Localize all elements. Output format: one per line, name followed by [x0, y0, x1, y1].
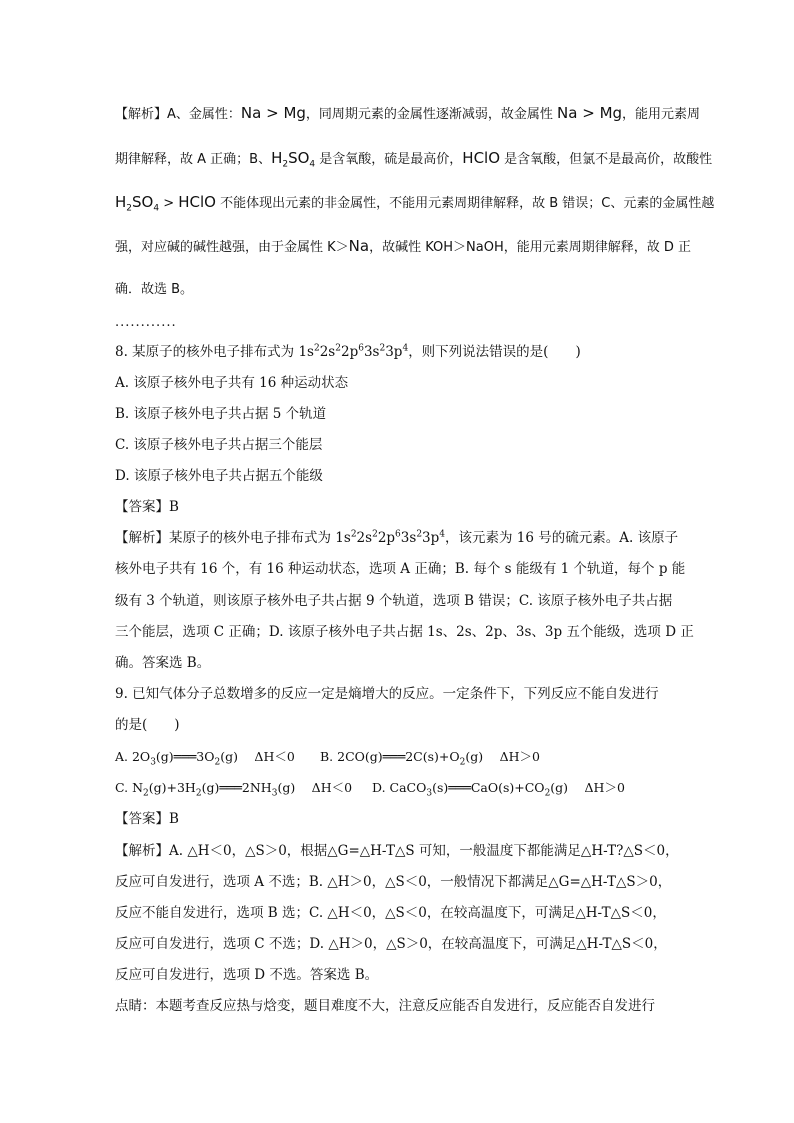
- q9-explanation-5: 反应可自发进行，选项 D 不选。答案选 B。: [115, 967, 379, 983]
- q9-explanation-1: 【解析】A. △H＜0，△S＞0，根据△G=△H-T△S 可知，一般温度下都能满足△H-T?△S＜0，: [115, 843, 679, 859]
- q9-explanation-3: 反应不能自发进行，选项 B 选；C. △H＜0，△S＜0，在较高温度下，可满足△H-T△S＜0，: [115, 905, 666, 921]
- q9-option-b: B. $2CO(g)═══2C(s)+O_2(g)$ ΔH＞0: [320, 749, 540, 768]
- q8-explanation-3: 级有 3 个轨道，则该原子核外电子共占据 9 个轨道，选项 B 错误；C. 该原子核外电子共占据: [115, 593, 673, 609]
- explanation-line-5: 确．故选 B。: [115, 282, 194, 297]
- q8-option-b: B. 该原子核外电子共占据 5 个轨道: [115, 406, 327, 422]
- separator: ............: [115, 315, 177, 330]
- explanation-line-2: 期律解释，故 A 正确；B、$H_2SO_4$ 是含氧酸，硫是最高价，HClO 是含氧酸，但氯不是最高价，故酸性: [115, 149, 713, 170]
- q8-stem: 8. 某原子的核外电子排布式为 $1s^22s^22p^63s^23p^4$，则下列说法错误的是( ): [115, 343, 581, 360]
- q9-answer: 【答案】B: [115, 811, 179, 827]
- q8-explanation-5: 确。答案选 B。: [115, 655, 211, 671]
- q8-answer: 【答案】B: [115, 499, 179, 515]
- q8-option-a: A. 该原子核外电子共有 16 种运动状态: [115, 375, 349, 391]
- q8-explanation-4: 三个能层，选项 C 正确；D. 该原子核外电子共占据 1s、2s、2p、3s、3p 五个能级，选项 D 正: [115, 624, 694, 640]
- q9-explanation-4: 反应可自发进行，选项 C 不选；D. △H＞0，△S＞0，在较高温度下，可满足△H-T△S＜0，: [115, 936, 667, 952]
- q9-note: 点睛：本题考查反应热与焓变，题目难度不大，注意反应能否自发进行，反应能否自发进行: [115, 998, 655, 1014]
- explanation-line-1: 【解析】A、金属性：Na > Mg，同周期元素的金属性逐渐减弱，故金属性 Na > Mg，能用元素周: [115, 104, 701, 122]
- q8-option-d: D. 该原子核外电子共占据五个能级: [115, 468, 323, 484]
- q8-explanation-1: 【解析】某原子的核外电子排布式为 $1s^22s^22p^63s^23p^4$，该元素为 16 号的硫元素。A. 该原子: [115, 529, 679, 546]
- q9-stem-1: 9. 已知气体分子总数增多的反应一定是熵增大的反应。一定条件下，下列反应不能自发进行: [115, 686, 659, 702]
- explanation-line-4: 强，对应碱的碱性越强，由于金属性 K＞Na，故碱性 KOH＞NaOH，能用元素周期律解释，故 D 正: [115, 237, 692, 255]
- q9-option-c: C. $N_2(g)+3H_2(g)═══2NH_3(g)$ ΔH＜0: [115, 780, 353, 799]
- q9-option-a: A. $2O_3(g)═══3O_2(g)$ ΔH＜0: [115, 749, 295, 768]
- q9-stem-2: 的是( ): [115, 717, 180, 733]
- q9-option-d: D. $CaCO_3(s)═══CaO(s)+CO_2(g)$ ΔH＞0: [372, 780, 625, 799]
- q9-explanation-2: 反应可自发进行，选项 A 不选；B. △H＞0，△S＜0，一般情况下都满足△G=△H-T△S＞0，: [115, 874, 672, 890]
- q8-explanation-2: 核外电子共有 16 个，有 16 种运动状态，选项 A 正确；B. 每个 s 能级有 1 个轨道，每个 p 能: [115, 561, 686, 577]
- q8-option-c: C. 该原子核外电子共占据三个能层: [115, 437, 323, 453]
- explanation-line-3: $H_2SO_4$ > HClO 不能体现出元素的非金属性，不能用元素周期律解释，故 B 错误；C、元素的金属性越: [115, 193, 715, 214]
